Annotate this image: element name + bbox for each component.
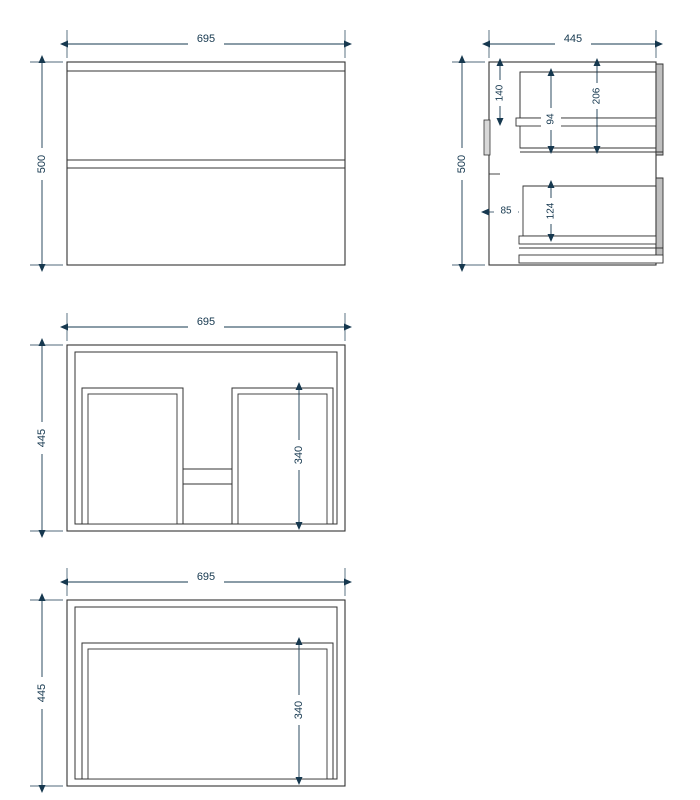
dim-label-front-width: 695 (196, 32, 216, 45)
dim-label-plan-width: 695 (196, 315, 216, 328)
bottom-drawer-runner (519, 236, 656, 244)
wall-bracket (484, 120, 490, 155)
bottom-base-plinth (519, 255, 663, 263)
view-bottom-plan-open (30, 568, 345, 786)
dim-label-85: 85 (500, 205, 512, 217)
view-front-elevation (30, 30, 345, 265)
dim-label-plan2-width: 695 (196, 570, 216, 583)
dim-label-front-height: 500 (35, 154, 48, 174)
dim-label-206: 206 (591, 87, 603, 105)
dim-label-side-height: 500 (455, 154, 468, 174)
plan-center-cutout (183, 469, 232, 524)
dim-label-plan-inner-depth: 340 (292, 445, 305, 465)
dim-label-side-depth: 445 (563, 32, 583, 45)
dim-label-plan2-depth: 445 (35, 683, 48, 703)
dim-label-plan2-inner-depth: 340 (292, 700, 305, 720)
bottom-drawer-front (656, 178, 663, 262)
dim-label-plan-depth: 445 (35, 428, 48, 448)
dim-label-94: 94 (545, 113, 557, 125)
side-cabinet-outline (489, 62, 656, 265)
front-cabinet-outline (67, 62, 345, 265)
view-top-plan-divided (30, 313, 345, 531)
plan-left-compartment-inner (88, 394, 177, 524)
view-side-section (450, 30, 663, 265)
top-drawer-front (656, 64, 663, 155)
plan-right-compartment-inner (238, 394, 327, 524)
top-drawer-runner (516, 118, 656, 126)
dim-label-124: 124 (545, 202, 557, 220)
dim-label-140: 140 (494, 84, 506, 102)
